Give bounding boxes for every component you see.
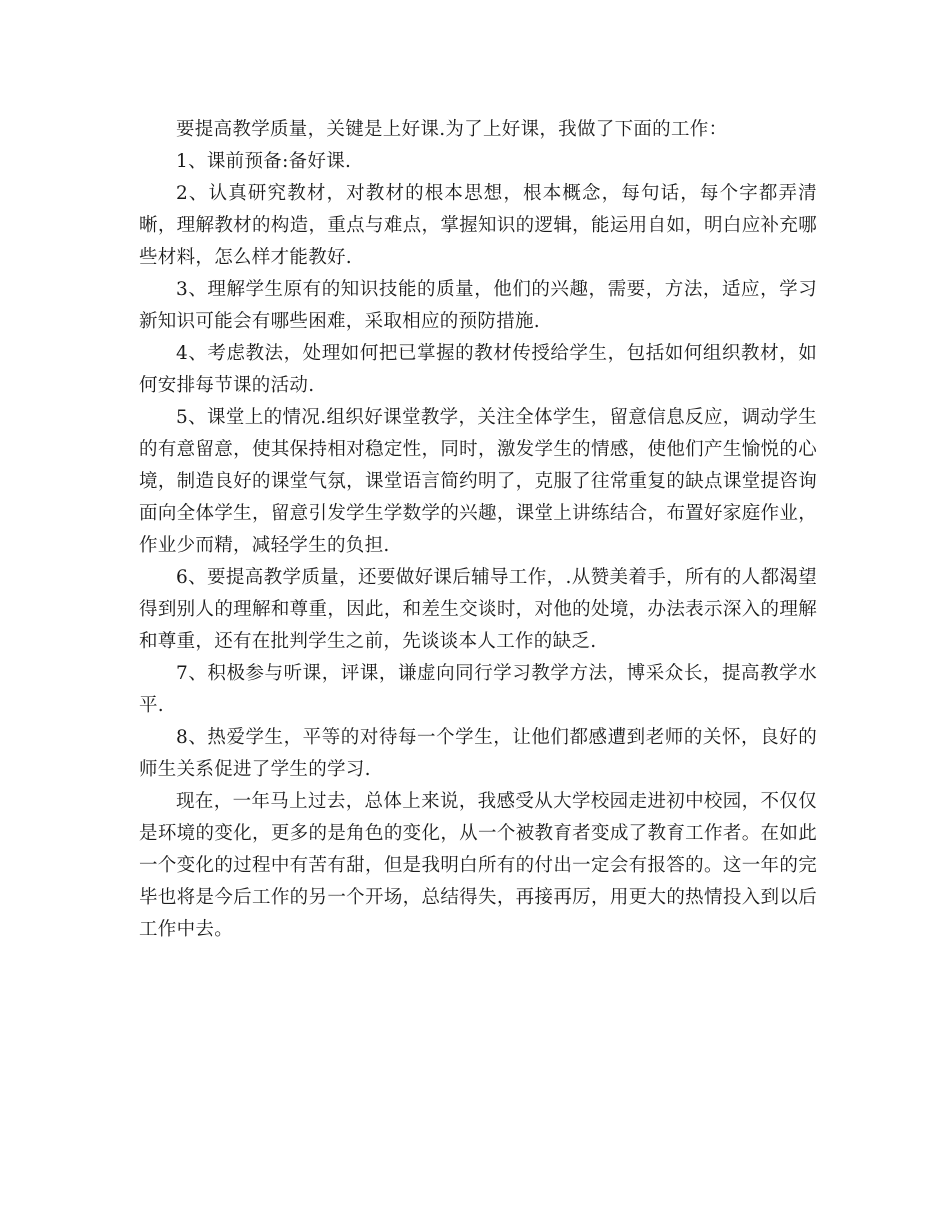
paragraph-item-1: 1、课前预备:备好课. [176,151,352,172]
paragraph-item-3: 3、理解学生原有的知识技能的质量，他们的兴趣，需要，方法，适应，学习新知识可能会有哪些困难，采取相应的预防措施. [139,279,817,332]
document-body [139,114,817,946]
paragraph-item-2: 2、认真研究教材，对教材的根本思想，根本概念，每句话，每个字都弄清晰，理解教材的构造，重点与难点，掌握知识的逻辑，能运用自如，明白应补充哪些材料，怎么样才能教好. [139,183,817,268]
paragraph-conclusion: 现在，一年马上过去，总体上来说，我感受从大学校园走进初中校园，不仅仅是环境的变化，更多的是角色的变化，从一个被教育者变成了教育工作者。在如此一个变化的过程中有苦有甜，但是我明白所有的付出一定会有报答的。这一年的完毕也将是今后工作的另一个开场，总结得失，再接再厉，用更大的热情投入到以后工作中去。 [139,791,817,940]
paragraph-intro: 要提高教学质量，关键是上好课.为了上好课，我做了下面的工作： [176,119,728,140]
paragraph-item-5: 5、课堂上的情况.组织好课堂教学，关注全体学生，留意信息反应，调动学生的有意留意，使其保持相对稳定性，同时，激发学生的情感，使他们产生愉悦的心境，制造良好的课堂气氛，课堂语言简约明了，克服了往常重复的缺点课堂提咨询面向全体学生，留意引发学生学数学的兴趣，课堂上讲练结合，布置好家庭作业，作业少而精，减轻学生的负担. [139,407,817,556]
paragraph-item-6: 6、要提高教学质量，还要做好课后辅导工作，.从赞美着手，所有的人都渴望得到别人的理解和尊重，因此，和差生交谈时，对他的处境，办法表示深入的理解和尊重，还有在批判学生之前，先谈谈本人工作的缺乏. [139,567,817,652]
paragraph-item-8: 8、热爱学生，平等的对待每一个学生，让他们都感遭到老师的关怀，良好的师生关系促进了学生的学习. [139,727,817,780]
paragraph-item-7: 7、积极参与听课，评课，谦虚向同行学习教学方法，博采众长，提高教学水平. [139,663,817,716]
paragraph-item-4: 4、考虑教法，处理如何把已掌握的教材传授给学生，包括如何组织教材，如何安排每节课的活动. [139,343,817,396]
